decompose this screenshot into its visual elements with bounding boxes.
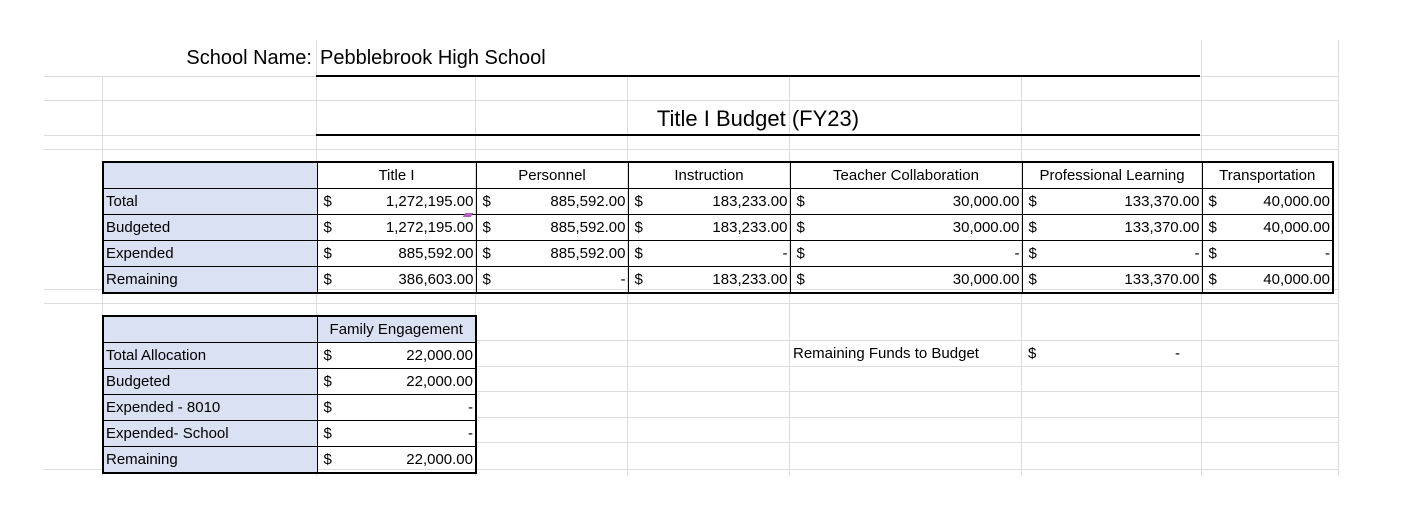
row-label-total-allocation[interactable]: Total Allocation <box>103 343 317 369</box>
cell-value: 386,603.00 <box>398 270 474 288</box>
cell-value: - <box>1194 244 1200 262</box>
col-header-personnel[interactable]: Personnel <box>476 162 628 189</box>
cell-value: 40,000.00 <box>1263 218 1330 236</box>
table-row <box>103 241 1333 267</box>
currency-symbol: $ <box>323 346 332 364</box>
cell-remaining-instruction[interactable] <box>628 267 790 294</box>
cell-expended-personnel[interactable] <box>476 241 628 267</box>
currency-symbol: $ <box>482 192 491 210</box>
table-row <box>103 267 1333 294</box>
title-i-budget-table <box>102 161 1334 294</box>
cell-value: - <box>782 244 788 262</box>
row-label-expended[interactable]: Expended <box>103 241 317 267</box>
cell-budgeted-title-i[interactable] <box>317 215 476 241</box>
cell-value: - <box>1014 244 1020 262</box>
cell-value: 885,592.00 <box>550 218 626 236</box>
currency-symbol: $ <box>323 218 332 236</box>
currency-symbol: $ <box>1208 244 1217 262</box>
currency-symbol: $ <box>323 270 332 288</box>
cell-value: 22,000.00 <box>406 346 473 364</box>
cell-value: 885,592.00 <box>398 244 474 262</box>
cell-value: 1,272,195.00 <box>385 192 474 210</box>
row-label-expended-8010[interactable]: Expended - 8010 <box>103 395 317 421</box>
family-engagement-table <box>102 315 477 474</box>
cell-value: 40,000.00 <box>1263 270 1330 288</box>
cell-total-transportation[interactable] <box>1202 189 1333 215</box>
col-header-instruction[interactable]: Instruction <box>628 162 790 189</box>
cell-value: 183,233.00 <box>712 192 788 210</box>
currency-symbol: $ <box>1208 270 1217 288</box>
row-label-budgeted[interactable]: Budgeted <box>103 215 317 241</box>
cell-expended-instruction[interactable] <box>628 241 790 267</box>
currency-symbol: $ <box>482 244 491 262</box>
cell-remaining-personnel[interactable] <box>476 267 628 294</box>
cell-expended-title-i[interactable] <box>317 241 476 267</box>
currency-symbol: $ <box>323 424 332 442</box>
col-header-professional-learning[interactable]: Professional Learning <box>1022 162 1202 189</box>
cell-expended-8010[interactable] <box>317 395 476 421</box>
currency-symbol: $ <box>796 192 805 210</box>
cell-value: - <box>468 424 473 442</box>
currency-symbol: $ <box>1208 218 1217 236</box>
cell-remaining[interactable] <box>317 447 476 474</box>
row-label-remaining[interactable]: Remaining <box>103 267 317 294</box>
cell-value: 40,000.00 <box>1263 192 1330 210</box>
currency-symbol: $ <box>323 192 332 210</box>
cell-value: 885,592.00 <box>550 244 626 262</box>
currency-symbol: $ <box>482 270 491 288</box>
school-name-underline <box>316 75 1200 77</box>
remaining-funds-value[interactable]: - <box>1175 345 1180 362</box>
currency-symbol: $ <box>323 398 332 416</box>
budget-title: Title I Budget (FY23) <box>656 106 860 131</box>
cell-remaining-title-i[interactable] <box>317 267 476 294</box>
table-row <box>103 395 476 421</box>
cell-value: 1,272,195.00 <box>385 218 474 236</box>
row-label-expended-school[interactable]: Expended- School <box>103 421 317 447</box>
currency-symbol: $ <box>634 270 643 288</box>
currency-symbol: $ <box>1028 192 1037 210</box>
col-header-transportation[interactable]: Transportation <box>1202 162 1333 189</box>
cell-remaining-professional-learning[interactable] <box>1022 267 1202 294</box>
cell-budgeted-teacher-collaboration[interactable] <box>790 215 1022 241</box>
cell-value: 133,370.00 <box>1124 218 1200 236</box>
cell-total-professional-learning[interactable] <box>1022 189 1202 215</box>
cell-budgeted[interactable] <box>317 369 476 395</box>
remaining-funds-label[interactable]: Remaining Funds to Budget <box>793 345 979 362</box>
cell-value: - <box>1325 244 1330 262</box>
currency-symbol: $ <box>323 244 332 262</box>
cell-value: 183,233.00 <box>712 218 788 236</box>
cell-total-personnel[interactable] <box>476 189 628 215</box>
currency-symbol: $ <box>482 218 491 236</box>
cell-value: - <box>620 270 626 288</box>
cell-expended-professional-learning[interactable] <box>1022 241 1202 267</box>
cell-value: 885,592.00 <box>550 192 626 210</box>
table-header-row <box>103 162 1333 189</box>
table-row <box>103 421 476 447</box>
currency-symbol: $ <box>1028 270 1037 288</box>
row-label-budgeted[interactable]: Budgeted <box>103 369 317 395</box>
currency-symbol: $ <box>1028 244 1037 262</box>
header-corner-cell <box>103 316 317 343</box>
currency-symbol: $ <box>1208 192 1217 210</box>
school-name-value[interactable]: Pebblebrook High School <box>320 47 546 69</box>
currency-symbol: $ <box>323 450 332 468</box>
col-header-title-i[interactable]: Title I <box>317 162 476 189</box>
currency-symbol: $ <box>323 372 332 390</box>
cell-remaining-teacher-collaboration[interactable] <box>790 267 1022 294</box>
cell-budgeted-transportation[interactable] <box>1202 215 1333 241</box>
cell-value: 133,370.00 <box>1124 192 1200 210</box>
cell-total-allocation[interactable] <box>317 343 476 369</box>
cell-budgeted-personnel[interactable] <box>476 215 628 241</box>
cell-budgeted-professional-learning[interactable] <box>1022 215 1202 241</box>
table-header-row <box>103 316 476 343</box>
currency-symbol: $ <box>796 244 805 262</box>
cell-total-teacher-collaboration[interactable] <box>790 189 1022 215</box>
cell-remaining-transportation[interactable] <box>1202 267 1333 294</box>
col-header-teacher-collaboration[interactable]: Teacher Collaboration <box>790 162 1022 189</box>
cell-total-title-i[interactable] <box>317 189 476 215</box>
table-row <box>103 369 476 395</box>
cell-value: 22,000.00 <box>406 372 473 390</box>
currency-symbol: $ <box>1028 218 1037 236</box>
col-header-family-engagement[interactable]: Family Engagement <box>317 316 476 343</box>
currency-symbol: $ <box>634 218 643 236</box>
cell-expended-teacher-collaboration[interactable] <box>790 241 1022 267</box>
row-label-total[interactable]: Total <box>103 189 317 215</box>
header-corner-cell <box>103 162 317 189</box>
cell-value: 183,233.00 <box>712 270 788 288</box>
currency-symbol: $ <box>796 270 805 288</box>
table-row <box>103 189 1333 215</box>
cell-value: - <box>468 398 473 416</box>
row-label-remaining[interactable]: Remaining <box>103 447 317 474</box>
cell-value: 30,000.00 <box>952 192 1020 210</box>
budget-title-underline <box>316 134 1200 136</box>
cell-expended-transportation[interactable] <box>1202 241 1333 267</box>
currency-symbol: $ <box>634 244 643 262</box>
cell-value: 30,000.00 <box>952 218 1020 236</box>
remaining-funds-currency: $ <box>1028 345 1037 362</box>
currency-symbol: $ <box>796 218 805 236</box>
school-name-label: School Name: <box>186 47 312 69</box>
cell-expended-school[interactable] <box>317 421 476 447</box>
table-row <box>103 343 476 369</box>
cell-value: 22,000.00 <box>406 450 473 468</box>
cell-budgeted-instruction[interactable] <box>628 215 790 241</box>
table-row <box>103 447 476 474</box>
cell-value: 133,370.00 <box>1124 270 1200 288</box>
cell-value: 30,000.00 <box>952 270 1020 288</box>
table-row <box>103 215 1333 241</box>
cell-total-instruction[interactable] <box>628 189 790 215</box>
currency-symbol: $ <box>634 192 643 210</box>
